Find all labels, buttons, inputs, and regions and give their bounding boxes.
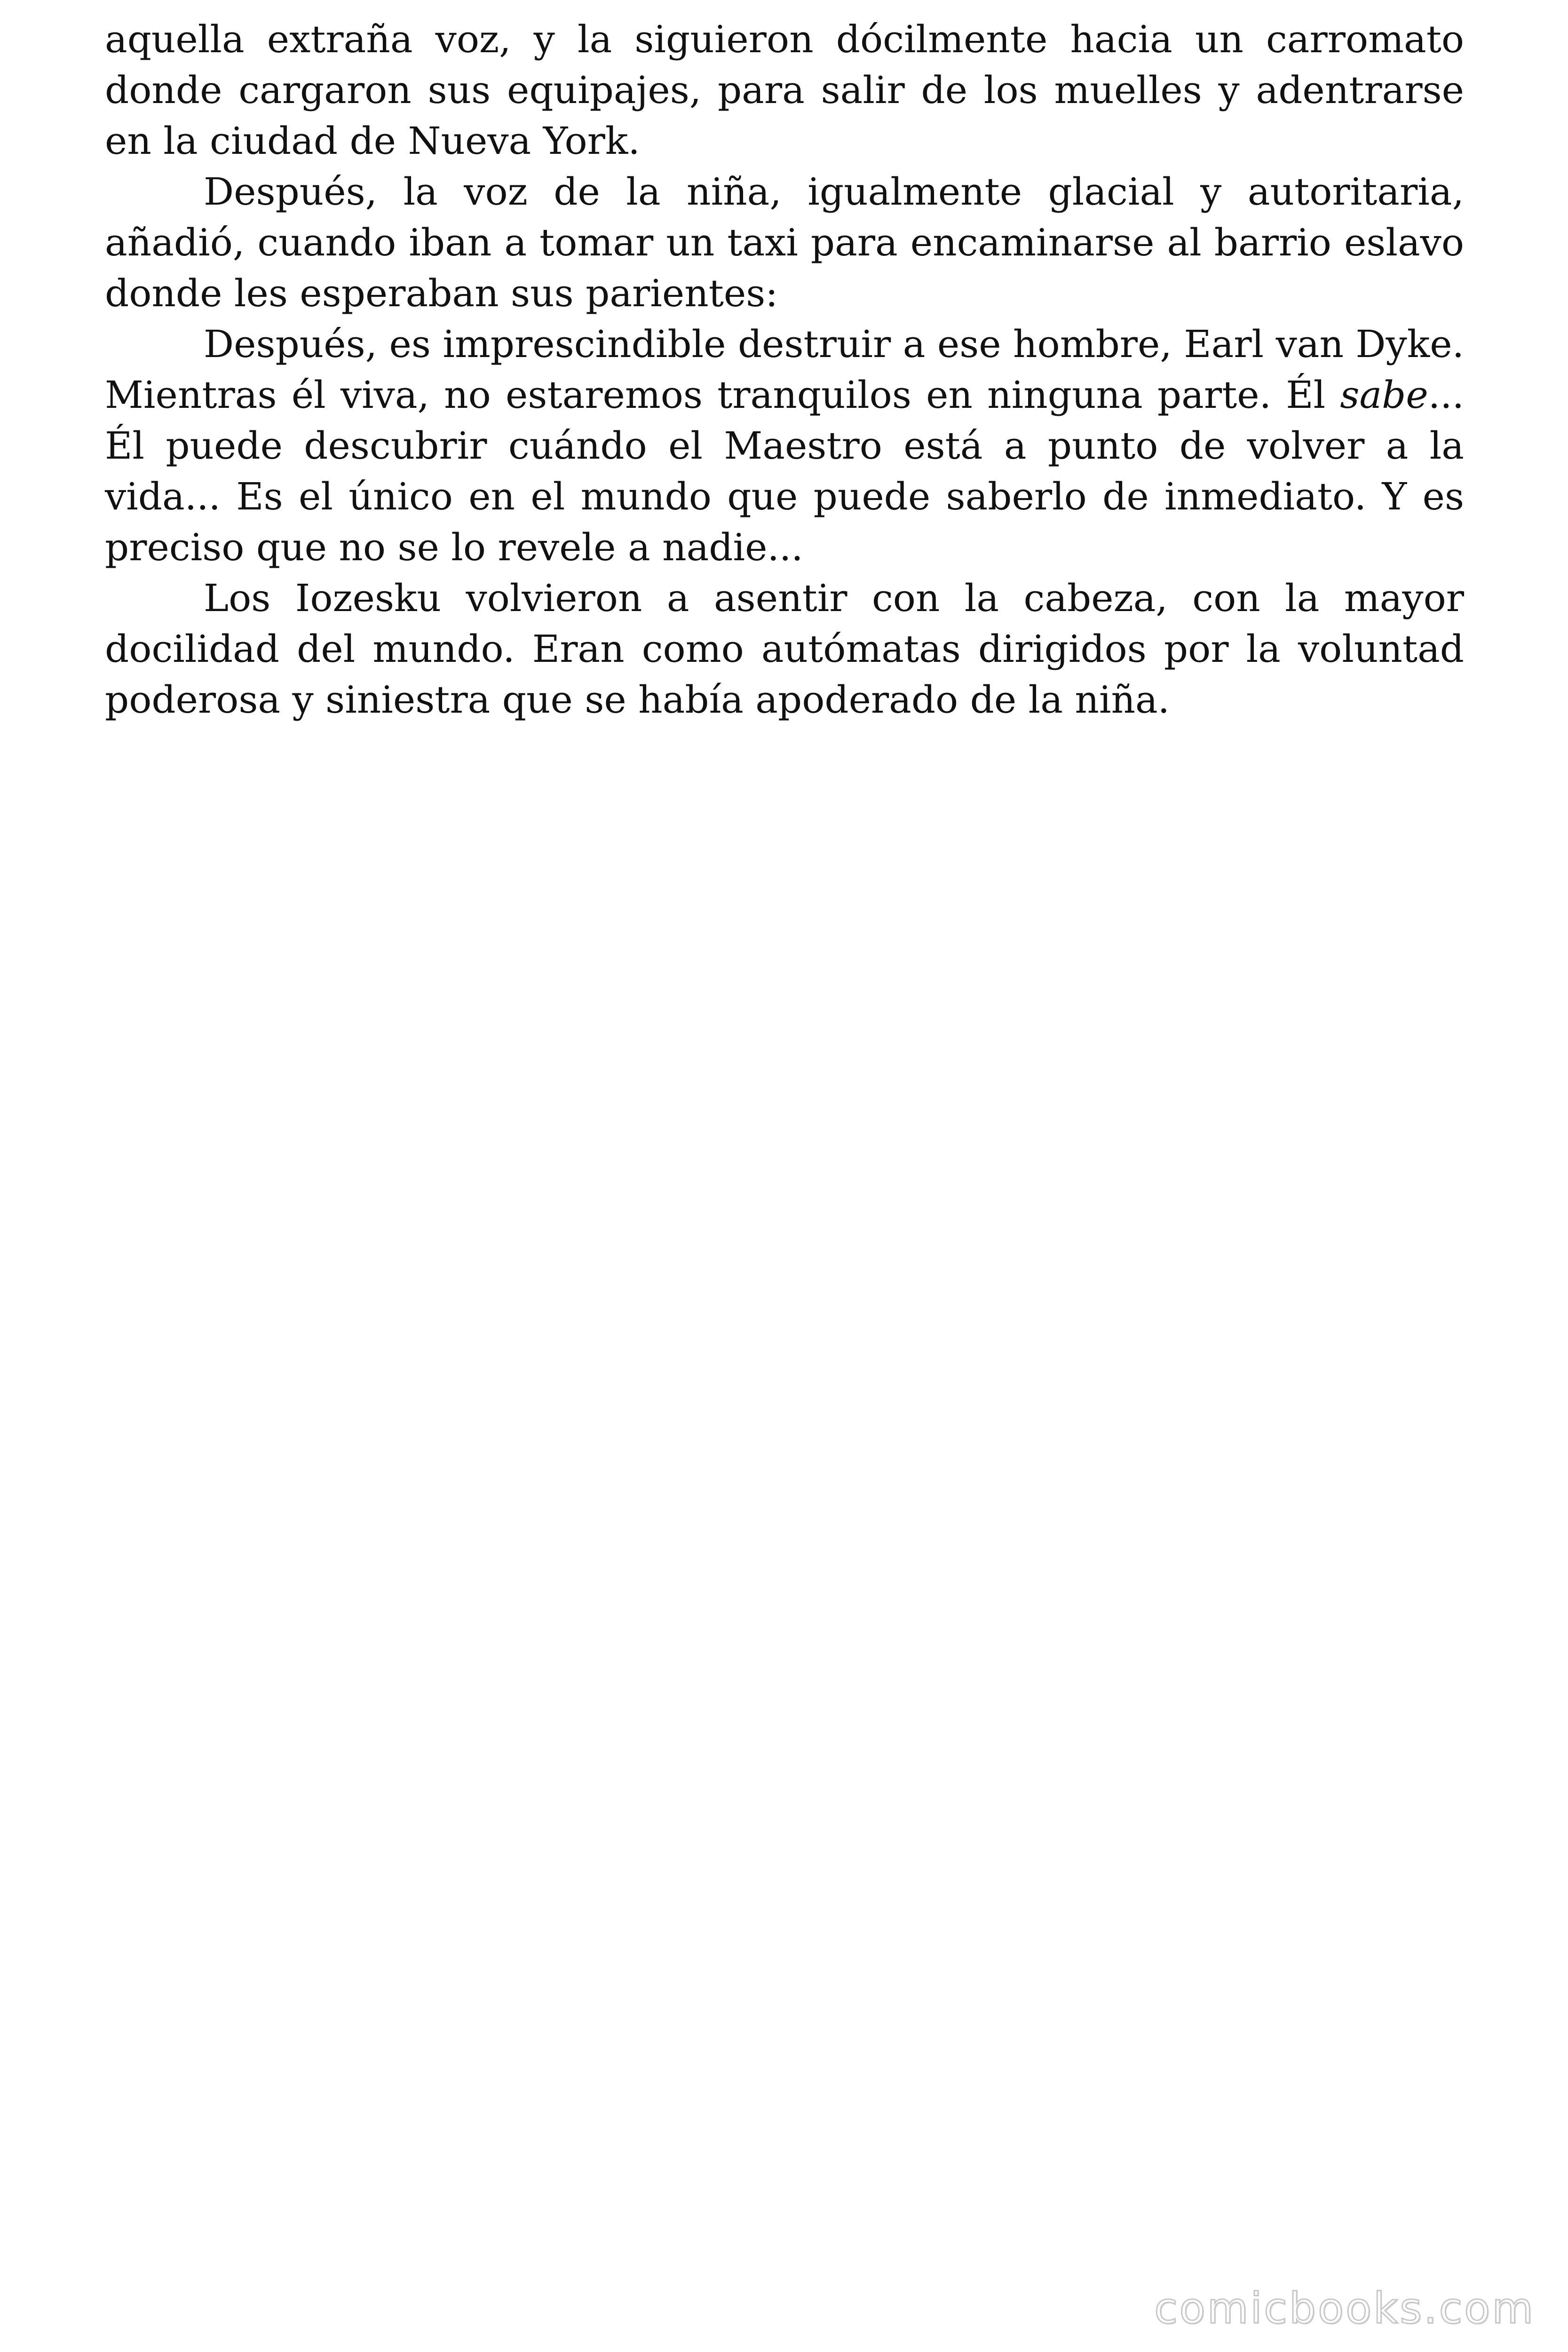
paragraph-4 [105,573,1464,725]
paragraph-3-text-b: ... Él puede descubrir cuándo el Maestro está a punto de volver a la vida... Es el único en el mundo que puede saberlo de inmediato. Y es preciso que no se lo revele a nadie... [105,373,1464,569]
page-body [105,14,1464,725]
paragraph-1 [105,14,1464,167]
watermark-text: comicbooks.com [1154,2284,1535,2333]
paragraph-3-italic-word: sabe [1340,373,1428,417]
paragraph-2 [105,167,1464,319]
paragraph-2-text: Después, la voz de la niña, igualmente glacial y autoritaria, añadió, cuando iban a tomar un taxi para encaminarse al barrio eslavo donde les esperaban sus parientes: [105,170,1464,315]
paragraph-4-text: Los Iozesku volvieron a asentir con la cabeza, con la mayor docilidad del mundo. Eran como autómatas dirigidos por la voluntad poderosa y siniestra que se había apoderado de la niña. [105,576,1464,722]
paragraph-3 [105,319,1464,573]
paragraph-3-text-a: Después, es imprescindible destruir a ese hombre, Earl van Dyke. Mientras él viva, no estaremos tranquilos en ninguna parte. Él [105,322,1464,417]
paragraph-1-text: aquella extraña voz, y la siguieron dócilmente hacia un carromato donde cargaron sus equipajes, para salir de los muelles y adentrarse en la ciudad de Nueva York. [105,17,1464,163]
